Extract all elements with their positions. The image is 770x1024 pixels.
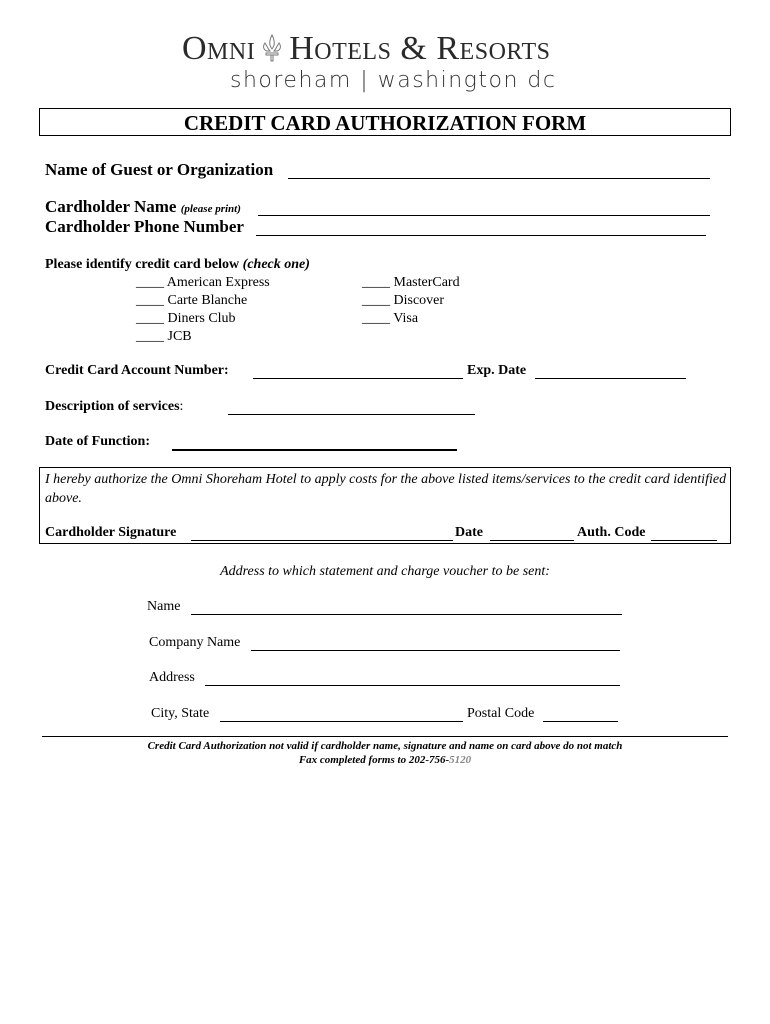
postal-code-field[interactable] — [543, 706, 618, 722]
fleur-de-lis-icon — [259, 33, 285, 63]
description-field[interactable] — [228, 399, 475, 415]
card-option-label: American Express — [166, 275, 270, 290]
check-one-note: (check one) — [242, 257, 310, 272]
card-option-label: MasterCard — [393, 275, 460, 290]
card-option[interactable]: ____ JCB — [136, 329, 192, 344]
card-option[interactable]: ____ Visa — [362, 311, 419, 326]
guest-field[interactable] — [288, 160, 710, 179]
authorization-text: I hereby authorize the Omni Shoreham Hotel to apply costs for the above listed items/services to the credit card identified above. — [45, 472, 727, 506]
city-state-field[interactable] — [220, 706, 463, 722]
function-date-label: Date of Function: — [45, 434, 150, 449]
signature-date-label: Date — [455, 525, 483, 540]
cardholder-name-label: Cardholder Name — [45, 197, 177, 216]
auth-code-label: Auth. Code — [577, 525, 646, 540]
card-option-label: Discover — [393, 293, 445, 308]
name-label: Name — [147, 599, 181, 614]
fax-prefix: Fax completed forms to 202-756- — [298, 754, 450, 766]
address-heading: Address to which statement and charge voucher to be sent: — [220, 564, 550, 579]
card-option[interactable]: ____ Discover — [362, 293, 445, 308]
cardholder-phone-field[interactable] — [256, 217, 706, 236]
footer-note: Credit Card Authorization not valid if cardholder name, signature and name on card above do not match — [147, 740, 623, 752]
logo-word-hotels: Hotels & Resorts — [289, 30, 551, 67]
address-field[interactable] — [205, 670, 620, 686]
card-option[interactable]: ____ MasterCard — [362, 275, 460, 290]
city-state-label: City, State — [151, 706, 210, 721]
signature-field[interactable] — [191, 525, 453, 541]
auth-code-field[interactable] — [651, 525, 717, 541]
card-option-label: Visa — [393, 311, 419, 326]
card-option[interactable]: ____ American Express — [136, 275, 270, 290]
fax-suffix: 5120 — [449, 754, 472, 766]
identify-card-row — [45, 257, 310, 273]
card-option-label: JCB — [167, 329, 192, 344]
account-number-field[interactable] — [253, 363, 463, 379]
cardholder-name-row — [45, 197, 241, 217]
logo-subtitle: shoreham | washington dc — [230, 68, 557, 93]
card-options-left — [136, 274, 270, 346]
description-row: Description of services: — [45, 399, 184, 414]
card-option[interactable]: ____ Diners Club — [136, 311, 236, 326]
company-label: Company Name — [149, 635, 241, 650]
address-label: Address — [149, 670, 195, 685]
footer-divider — [42, 736, 728, 737]
form-title: CREDIT CARD AUTHORIZATION FORM — [39, 108, 731, 136]
name-field[interactable] — [191, 599, 622, 615]
cardholder-phone-label: Cardholder Phone Number — [45, 217, 244, 236]
account-number-label: Credit Card Account Number: — [45, 363, 229, 378]
guest-row — [45, 160, 273, 180]
card-option[interactable]: ____ Carte Blanche — [136, 293, 248, 308]
logo-word-omni: Omni — [182, 30, 256, 67]
identify-card-label: Please identify credit card below — [45, 257, 240, 272]
card-options-right — [362, 274, 460, 328]
hotel-logo — [182, 30, 550, 68]
fax-line — [0, 754, 770, 766]
card-option-label: Diners Club — [167, 311, 236, 326]
function-date-field[interactable] — [172, 434, 457, 451]
company-field[interactable] — [251, 635, 620, 651]
exp-date-label: Exp. Date — [467, 363, 527, 378]
please-print-note: (please print) — [180, 203, 241, 215]
description-label: Description of services — [45, 399, 180, 414]
card-option-label: Carte Blanche — [167, 293, 248, 308]
signature-date-field[interactable] — [490, 525, 574, 541]
guest-label: Name of Guest or Organization — [45, 160, 274, 179]
cardholder-name-field[interactable] — [258, 197, 710, 216]
postal-code-label: Postal Code — [467, 706, 535, 721]
exp-date-field[interactable] — [535, 363, 686, 379]
signature-label: Cardholder Signature — [45, 525, 177, 540]
